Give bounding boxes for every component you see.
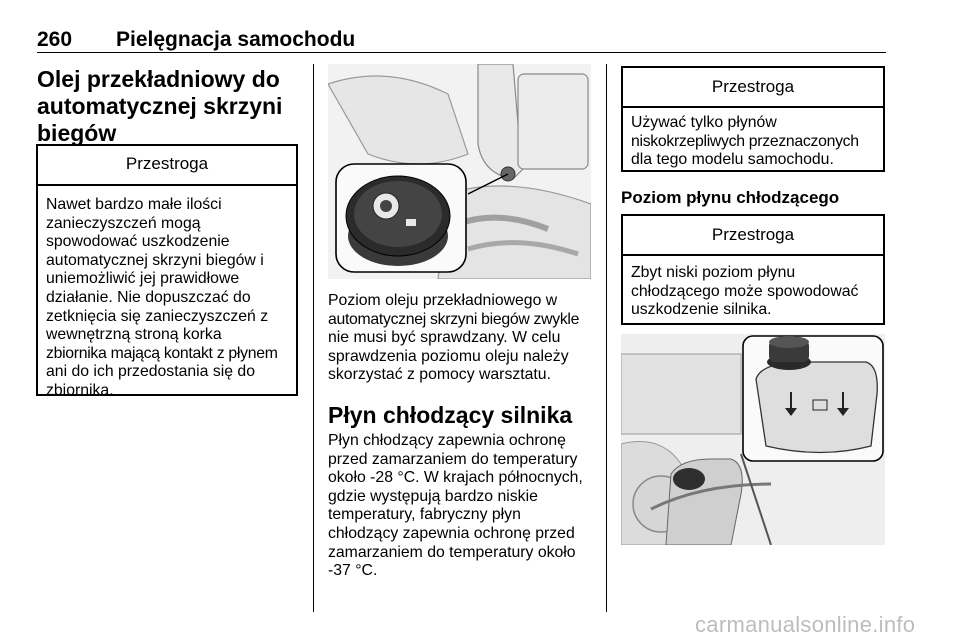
warning-text: Zbyt niski poziom płynu chłodzącego może spowodować uszkodzenie silnika.	[631, 264, 859, 319]
warning-title: Przestroga	[623, 68, 883, 108]
page-number: 260	[37, 28, 73, 51]
warning-box-contamination	[36, 144, 298, 399]
section-title: Pielęgnacja samochodu	[116, 28, 356, 51]
heading-coolant-level: Poziom płynu chłodzącego	[621, 188, 840, 207]
coolant-tank-drawing	[621, 334, 885, 545]
header-rule	[37, 52, 886, 53]
coolant-reservoir-illustration	[621, 334, 885, 545]
warning-box-antifreeze	[621, 66, 885, 172]
warning-text: Nawet bardzo małe ilości zanieczyszczeń mogą spowodować uszkodzenie automatycznej skrzyni biegów i uniemożliwić jej prawidłowe działanie. Nie dopuszczać do zetknięcia się zanieczyszczeń z wewnętrzną stroną korka zbiornika mającą kontakt z płynem ani do ich przedostania się do zbiornika.	[46, 196, 278, 399]
column-divider-2	[606, 64, 607, 612]
watermark: carmanualsonline.info	[695, 612, 916, 637]
warning-title: Przestroga	[38, 146, 296, 186]
heading-transmission-oil: Olej przekładniowy do automatycznej skrzyni biegów	[37, 66, 283, 146]
paragraph-coolant: Płyn chłodzący zapewnia ochronę przed zamarzaniem do temperatury około -28 °C. W krajach północnych, gdzie występują bardzo niskie temperatury, fabryczny płyn chłodzący zapewnia ochronę przed zamarzaniem do temperatury około -37 °C.	[328, 432, 583, 580]
heading-engine-coolant: Płyn chłodzący silnika	[328, 402, 573, 428]
warning-box-low-coolant	[621, 214, 885, 325]
warning-text: Używać tylko płynów niskokrzepliwych przeznaczonych dla tego modelu samochodu.	[631, 114, 859, 169]
engine-bay-drawing	[328, 64, 591, 279]
paragraph-oil-level: Poziom oleju przekładniowego w automatycznej skrzyni biegów zwykle nie musi być sprawdzany. W celu sprawdzenia poziomu oleju należy skorzystać z pomocy warsztatu.	[328, 292, 580, 384]
transmission-cap-illustration	[328, 64, 591, 279]
warning-title: Przestroga	[623, 216, 883, 256]
column-divider-1	[313, 64, 314, 612]
